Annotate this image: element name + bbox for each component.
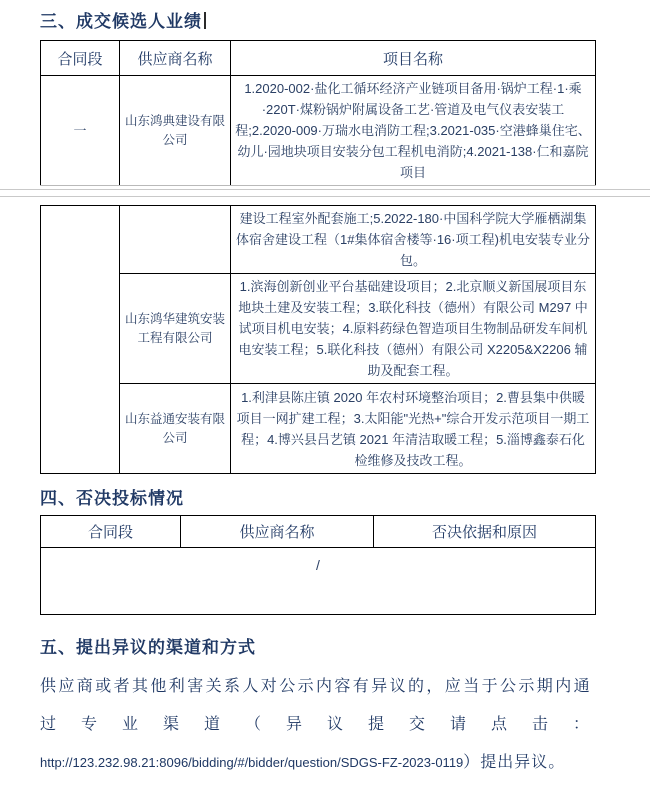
section3-heading bbox=[40, 10, 595, 34]
rejection-header-reason: 否决依据和原因 bbox=[374, 516, 596, 548]
contract-cell-merged bbox=[41, 206, 120, 474]
projects-cell: 1.2020-002·盐化工循环经济产业链项目备用·锅炉工程·1·乘·220T·煤粉锅炉附属设备工艺·管道及电气仪表安装工程;2.2020-009·万瑞水电消防工程;3.2021-035·空港蜂巢住宅、幼儿·园地块项目安装分包工程机电消防;4.2021-138·仁和嘉院项目 bbox=[231, 76, 596, 186]
text-cursor bbox=[204, 12, 206, 29]
results-table-page1 bbox=[40, 40, 596, 186]
projects-cell: 1.利津县陈庄镇 2020 年农村环境整治项目；2.曹县集中供暖项目一网扩建工程；3.太阳能"光热+"综合开发示范项目一期工程；4.博兴县吕艺镇 2021 年清洁取暖工程；5.淄博鑫泰石化检维修及技改工程。 bbox=[231, 384, 596, 474]
objection-line1: 供应商或者其他利害关系人对公示内容有异议的，应当于公示期内通 bbox=[40, 678, 593, 695]
rejection-header-contract: 合同段 bbox=[41, 516, 181, 548]
objection-paragraph bbox=[40, 672, 615, 786]
table-row bbox=[41, 274, 596, 384]
results-header-project: 项目名称 bbox=[231, 41, 596, 76]
table-row bbox=[41, 206, 596, 274]
rejection-table bbox=[40, 515, 596, 615]
results-table-page2 bbox=[40, 205, 596, 474]
supplier-cell: 山东鸿典建设有限公司 bbox=[120, 76, 231, 186]
objection-suffix: ）提出异议。 bbox=[463, 754, 566, 771]
supplier-cell bbox=[120, 206, 231, 274]
results-header-contract: 合同段 bbox=[41, 41, 120, 76]
table-row bbox=[41, 548, 596, 615]
table-row bbox=[41, 384, 596, 474]
section3-title: 三、成交候选人业绩 bbox=[40, 12, 202, 31]
projects-cell: 建设工程室外配套施工;5.2022-180·中国科学院大学雁栖湖集体宿舍建设工程（1#集体宿舍楼等·16·项工程)机电安装专业分包。 bbox=[231, 206, 596, 274]
objection-line2: 过专业渠道（异议提交请点击： bbox=[40, 716, 615, 733]
objection-url[interactable]: http://123.232.98.21:8096/bidding/#/bidder/question/SDGS-FZ-2023-0119 bbox=[40, 755, 464, 770]
table-row bbox=[41, 76, 596, 186]
page-break bbox=[0, 186, 650, 199]
section4-heading: 四、否决投标情况 bbox=[40, 489, 184, 508]
rejection-header-row bbox=[41, 516, 596, 548]
rejection-header-supplier: 供应商名称 bbox=[181, 516, 374, 548]
contract-cell: 一 bbox=[41, 76, 120, 186]
page-edge-line bbox=[0, 189, 650, 190]
supplier-cell: 山东鸿华建筑安装工程有限公司 bbox=[120, 274, 231, 384]
rejection-empty-cell: / bbox=[41, 548, 596, 615]
page-edge-line bbox=[0, 196, 650, 197]
section5-heading: 五、提出异议的渠道和方式 bbox=[40, 638, 256, 657]
results-header-row bbox=[41, 41, 596, 76]
results-header-supplier: 供应商名称 bbox=[120, 41, 231, 76]
projects-cell: 1.滨海创新创业平台基础建设项目；2.北京顺义新国展项目东地块土建及安装工程；3.联化科技（德州）有限公司 M297 中试项目机电安装；4.原料药绿色智造项目生物制品研发车间机电安装工程；5.联化科技（德州）有限公司 X2205&X2206 辅助及配套工程。 bbox=[231, 274, 596, 384]
supplier-cell: 山东益通安装有限公司 bbox=[120, 384, 231, 474]
objection-line3 bbox=[40, 748, 595, 786]
